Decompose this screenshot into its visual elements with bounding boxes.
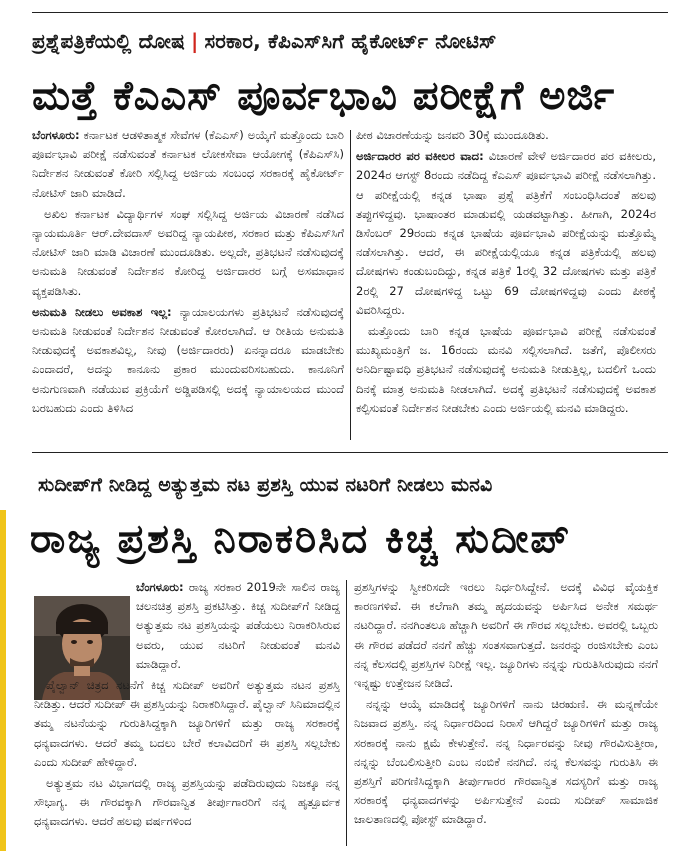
story2-col1-para-3: ಅತ್ಯುತ್ತಮ ನಟ ವಿಭಾಗದಲ್ಲಿ ರಾಜ್ಯ ಪ್ರಶಸ್ತಿಯನ್ನು ಪಡೆದಿರುವುದು ನಿಜಕ್ಕೂ ನನ್ನ ಸೌಭಾಗ್ಯ. ಈ ಗೌರವಕ್ಕಾಗಿ ಗೌರವಾನ್ವಿತ ತೀರ್ಪುಗಾರರಿಗೆ ನನ್ನ ಹೃತ್ಪೂರ್ವಕ ಧನ್ಯವಾದಗಳು. ಆದರೆ ಹಲವು ವರ್ಷಗಳಿಂದ <box>34 776 340 829</box>
story2-column-1-top <box>136 578 340 672</box>
story1-dateline: ಬೆಂಗಳೂರು: <box>32 128 80 142</box>
story1-col2-para-0: ಪೀಠ ವಿಚಾರಣೆಯನ್ನು ಜನವರಿ 30ಕ್ಕೆ ಮುಂದೂಡಿತು. <box>356 128 549 142</box>
story1-col2-para-2: ಮತ್ತೊಂದು ಬಾರಿ ಕನ್ನಡ ಭಾಷೆಯ ಪೂರ್ವಭಾವಿ ಪರೀಕ್ಷೆ ನಡೆಸುವಂತೆ ಮುಖ್ಯಮಂತ್ರಿಗೆ ಜ. 16ರಂದು ಮನವಿ ಸಲ್ಲಿಸಲಾಗಿದೆ. ಜತೆಗೆ, ಪೊಲೀಸರು ಅನಿರ್ದಿಷ್ಟಾವಧಿ ಪ್ರತಿಭಟನೆ ನಡೆಸುವುದಕ್ಕೆ ಅನುಮತಿ ನೀಡುತ್ತಿಲ್ಲ, ಬದಲಿಗೆ ಒಂದು ದಿನಕ್ಕೆ ಮಾತ್ರ ಅನುಮತಿ ನೀಡಲಾಗಿದೆ. ಅದಕ್ಕೆ ಪ್ರತಿಭಟನೆ ನಡೆಸುವುದಕ್ಕೆ ಅವಕಾಶ ಕಲ್ಪಿಸುವಂತೆ ನಿರ್ದೇಶನ ನೀಡಬೇಕು ಎಂದು ಅರ್ಜಿಯಲ್ಲಿ ಮನವಿ ಮಾಡಿದ್ದರು. <box>356 324 656 415</box>
story1-kicker-separator: | <box>190 29 199 53</box>
story1-headline: ಮತ್ತೆ ಕೆಎಎಸ್ ಪೂರ್ವಭಾವಿ ಪರೀಕ್ಷೆಗೆ ಅರ್ಜಿ <box>32 73 616 119</box>
story2-column-1-bottom <box>34 676 340 848</box>
accent-bar <box>0 510 6 851</box>
story1-column-1 <box>32 126 344 444</box>
story1-column-2 <box>356 126 656 444</box>
story1-col1-para-3-text: ನ್ಯಾಯಾಲಯಗಳು ಪ್ರತಿಭಟನೆ ನಡೆಸುವುದಕ್ಕೆ ಅನುಮತಿ ನೀಡುವಂತೆ ನಿರ್ದೇಶನ ನೀಡುವಂತೆ ಕೋರಲಾಗಿದೆ. ಆ ರೀತಿಯ ಅನುಮತಿ ನೀಡುವುದಕ್ಕೆ ಅವಕಾಶವಿಲ್ಲ, ನೀವು (ಅರ್ಜಿದಾರರು) ಏನನ್ನಾದರೂ ಮಾಡಬೇಕು ಎಂದಾದರೆ, ಅದನ್ನು ಕಾನೂನು ಪ್ರಕಾರ ಮುಂದುವರಿಸಬಹುದು. ಕಾನೂನಿಗೆ ಅನುಗುಣವಾಗಿ ನಡೆಯುವ ಪ್ರಕ್ರಿಯೆಗೆ ಅಡ್ಡಿಪಡಿಸಲ್ಲಿ ಅದಕ್ಕೆ ನ್ಯಾಯಾಲಯದ ಮುಂದೆ ಬರಬಹುದು ಎಂದು ತಿಳಿಸಿದ <box>32 304 344 415</box>
story2-col2-para-0: ಪ್ರಶಸ್ತಿಗಳನ್ನು ಸ್ವೀಕರಿಸದೇ ಇರಲು ನಿರ್ಧರಿಸಿದ್ದೇನೆ. ಅದಕ್ಕೆ ವಿವಿಧ ವೈಯಕ್ತಿಕ ಕಾರಣಗಳಿವೆ. ಈ ಕಲೆಗಾಗಿ ತಮ್ಮ ಹೃದಯವನ್ನು ಅರ್ಪಿಸಿದ ಅನೇಕ ಸಮರ್ಥ ನಟರಿದ್ದಾರೆ. ನನಗಿಂತಲೂ ಹೆಚ್ಚಾಗಿ ಅವರಿಗೆ ಈ ಗೌರವ ಸಲ್ಲಬೇಕು. ಅವರಲ್ಲಿ ಒಬ್ಬರು ಈ ಗೌರವ ಪಡೆದರೆ ನನಗೆ ಹೆಚ್ಚು ಸಂತಸವಾಗುತ್ತದೆ. ಜನರನ್ನು ರಂಜಿಸಬೇಕು ಎಂಬ ನನ್ನ ಕೆಲಸದಲ್ಲಿ ಪ್ರಶಸ್ತಿಗಳ ನಿರೀಕ್ಷೆ ಇಲ್ಲ. ಜ್ಯೂರಿಗಳು ನನ್ನನ್ನು ಗುರುತಿಸಿರುವುದು ನನಗೆ ಇನ್ನಷ್ಟು ಉತ್ತೇಜನ ನೀಡಿದೆ. <box>354 580 658 691</box>
story2-column-2 <box>354 578 658 848</box>
story1-subhead-permission: ಅನುಮತಿ ನೀಡಲು ಅವಕಾಶ ಇಲ್ಲ: <box>32 304 172 319</box>
story1-kicker-part2: ಸರಕಾರ, ಕೆಪಿಎಸ್‌ಸಿಗೆ ಹೈಕೋರ್ಟ್ ನೋಟಿಸ್ <box>204 29 497 53</box>
story-separator-rule <box>32 452 668 453</box>
story1-col2-para-1 <box>356 147 656 320</box>
story1-column-divider <box>350 130 351 440</box>
story2-kicker: ಸುದೀಪ್‌ಗೆ ನೀಡಿದ್ದ ಅತ್ಯುತ್ತಮ ನಟ ಪ್ರಶಸ್ತಿ ಯುವ ನಟರಿಗೆ ನೀಡಲು ಮನವಿ <box>38 474 493 496</box>
story2-col1-para-1 <box>136 578 340 672</box>
story2-column-divider <box>346 580 347 846</box>
story1-col1-para-1-text: ಕರ್ನಾಟಕ ಆಡಳಿತಾತ್ಮಕ ಸೇವೆಗಳ (ಕೆಎಎಸ್) ಅಯ್ಕೆಗೆ ಮತ್ತೊಂದು ಬಾರಿ ಪೂರ್ವಭಾವಿ ಪರೀಕ್ಷೆ ನಡೆಸುವಂತೆ ಕರ್ನಾಟಕ ಲೋಕಸೇವಾ ಆಯೋಗಕ್ಕೆ (ಕೆಪಿಎಸ್‌ಸಿ) ನಿರ್ದೇಶನ ನೀಡುವಂತೆ ಕೋರಿ ಸಲ್ಲಿಸಿದ್ದ ಅರ್ಜಿಯ ಸಂಬಂಧ ಸರಕಾರಕ್ಕೆ ಹೈಕೋರ್ಟ್ ನೋಟಿಸ್ ಜಾರಿ ಮಾಡಿದೆ. <box>32 128 344 200</box>
story2-col1-para-1-text: ರಾಜ್ಯ ಸರಕಾರ 2019ನೇ ಸಾಲಿನ ರಾಜ್ಯ ಚಲನಚಿತ್ರ ಪ್ರಶಸ್ತಿ ಪ್ರಕಟಿಸಿತ್ತು. ಕಿಚ್ಚ ಸುದೀಪ್‌ಗೆ ನೀಡಿದ್ದ ಅತ್ಯುತ್ತಮ ನಟ ಪ್ರಶಸ್ತಿಯನ್ನು ಪಡೆಯಲು ನಿರಾಕರಿಸಿರುವ ಅವರು, ಯುವ ನಟರಿಗೆ ನೀಡುವಂತೆ ಮನವಿ ಮಾಡಿದ್ದಾರೆ. <box>136 580 340 671</box>
story2-dateline: ಬೆಂಗಳೂರು: <box>136 580 184 594</box>
story1-col1-para-1 <box>32 126 344 203</box>
story2-headline: ರಾಜ್ಯ ಪ್ರಶಸ್ತಿ ನಿರಾಕರಿಸಿದ ಕಿಚ್ಚ ಸುದೀಪ್ <box>30 516 571 562</box>
story1-col2-para-1-text: ವಿಚಾರಣೆ ವೇಳೆ ಅರ್ಜಿದಾರರ ಪರ ವಕೀಲರು, 2024ರ ಆಗಸ್ಟ್ 8ರಂದು ನಡೆದಿದ್ದ ಕೆಎಎಸ್ ಪೂರ್ವಭಾವಿ ಪರೀಕ್ಷೆ ನಡೆಸಲಾಗಿತ್ತು. ಆ ಪರೀಕ್ಷೆಯಲ್ಲಿ ಕನ್ನಡ ಭಾಷಾ ಪ್ರಶ್ನೆ ಪತ್ರಿಕೆಗೆ ಸಂಬಂಧಿಸಿದಂತೆ ಹಲವು ತಪ್ಪುಗಳಿದ್ದವು. ಭಾಷಾಂತರ ಮಾಡುವಲ್ಲಿ ಯಡವಟ್ಟಾಗಿತ್ತು. ಹೀಗಾಗಿ, 2024ರ ಡಿಸೆಂಬರ್ 29ರಂದು ಕನ್ನಡ ಭಾಷೆಯ ಪೂರ್ವಭಾವಿ ಪರೀಕ್ಷೆಯನ್ನು ಮತ್ತೊಮ್ಮೆ ನಡೆಸಲಾಗಿತ್ತು. ಆದರೆ, ಈ ಪರೀಕ್ಷೆಯಲ್ಲಿಯೂ ಕನ್ನಡ ಪತ್ರಿಕೆಯಲ್ಲಿ ಹಲವು ದೋಷಗಳು ಕಂಡುಬಂದಿದ್ದು, ಕನ್ನಡ ಪತ್ರಿಕೆ 1ರಲ್ಲಿ 32 ದೋಷಗಳು ಮತ್ತು ಪತ್ರಿಕೆ 2ರಲ್ಲಿ 27 ದೋಷಗಳಿದ್ದ ಒಟ್ಟು 69 ದೋಷಗಳಿದ್ದವು ಎಂದು ಪೀಠಕ್ಕೆ ವಿವರಿಸಿದ್ದರು. <box>356 149 656 317</box>
story1-col1-para-3 <box>32 303 344 418</box>
story1-kicker <box>32 29 672 53</box>
story2-col1-para-2: ಪೈಲ್ವಾನ್ ಚಿತ್ರದ ನಟನೆಗೆ ಕಿಚ್ಚ ಸುದೀಪ್ ಅವರಿಗೆ ಅತ್ಯುತ್ತಮ ನಟನ ಪ್ರಶಸ್ತಿ ನೀಡಿತ್ತು. ಆದರೆ ಸುದೀಪ್ ಈ ಪ್ರಶಸ್ತಿಯನ್ನು ನಿರಾಕರಿಸಿದ್ದಾರೆ. ಪೈಲ್ವಾನ್ ಸಿನಿಮಾದಲ್ಲಿನ ತಮ್ಮ ನಟನೆಯನ್ನು ಗುರುತಿಸಿದ್ದಕ್ಕಾಗಿ ಜ್ಯೂರಿಗಳಿಗೆ ಮತ್ತು ರಾಜ್ಯ ಸರಕಾರಕ್ಕೆ ಧನ್ಯವಾದಗಳು. ಆದರೆ ತಮ್ಮ ಬದಲು ಬೇರೆ ಕಲಾವಿದರಿಗೆ ಈ ಪ್ರಶಸ್ತಿ ಸಲ್ಲಬೇಕು ಎಂದು ಸುದೀಪ್ ಹೇಳಿದ್ದಾರೆ. <box>34 678 340 769</box>
story2-col2-para-1: ನನ್ನನ್ನು ಆಯ್ಕೆ ಮಾಡಿದಕ್ಕೆ ಜ್ಯೂರಿಗಳಿಗೆ ನಾನು ಚಿರಋಣಿ. ಈ ಮನ್ನಣೆಯೇ ನಿಜವಾದ ಪ್ರಶಸ್ತಿ. ನನ್ನ ನಿರ್ಧಾರದಿಂದ ನಿರಾಸೆ ಆಗಿದ್ದರೆ ಜ್ಯೂರಿಗಳಿಗೆ ಮತ್ತು ರಾಜ್ಯ ಸರಕಾರಕ್ಕೆ ನಾನು ಕ್ಷಮೆ ಕೇಳುತ್ತೇನೆ. ನನ್ನ ನಿರ್ಧಾರವನ್ನು ನೀವು ಗೌರವಿಸುತ್ತೀರಾ, ನನ್ನನ್ನು ಬೆಂಬಲಿಸುತ್ತೀರಿ ಎಂಬ ನಂಬಿಕೆ ನನಗಿದೆ. ನನ್ನ ಕೆಲಸವನ್ನು ಗುರುತಿಸಿ ಈ ಪ್ರಶಸ್ತಿಗೆ ಪರಿಗಣಿಸಿದ್ದಕ್ಕಾಗಿ ತೀರ್ಪುಗಾರರ ಗೌರವಾನ್ವಿತ ಸದಸ್ಯರಿಗೆ ಮತ್ತು ರಾಜ್ಯ ಸರಕಾರಕ್ಕೆ ಧನ್ಯವಾದಗಳನ್ನು ಅರ್ಪಿಸುತ್ತೇನೆ ಎಂದು ಸುದೀಪ್ ಸಾಮಾಜಿಕ ಜಾಲತಾಣದಲ್ಲಿ ಪೋಸ್ಟ್ ಮಾಡಿದ್ದಾರೆ. <box>354 697 658 827</box>
story1-subhead-lawyer: ಅರ್ಜಿದಾರರ ಪರ ವಕೀಲರ ವಾದ: <box>356 149 484 164</box>
story1-kicker-part1: ಪ್ರಶ್ನೆಪತ್ರಿಕೆಯಲ್ಲಿ ದೋಷ <box>32 29 185 53</box>
top-rule <box>32 12 668 13</box>
story1-col1-para-2: ಅಖಿಲ ಕರ್ನಾಟಕ ವಿದ್ಯಾರ್ಥಿಗಳ ಸಂಘ ಸಲ್ಲಿಸಿದ್ದ ಅರ್ಜಿಯ ವಿಚಾರಣೆ ನಡೆಸಿದ ನ್ಯಾಯಮೂರ್ತಿ ಆರ್.ದೇವದಾಸ್ ಅವರಿದ್ದ ನ್ಯಾಯಪೀಠ, ಸರಕಾರ ಮತ್ತು ಕೆಪಿಎಸ್‌ಸಿಗೆ ನೋಟಿಸ್ ಜಾರಿ ಮಾಡಿ ವಿಚಾರಣೆ ಮುಂದೂಡಿತು. ಅಲ್ಲದೇ, ಪ್ರತಿಭಟನೆ ನಡೆಸುವುದಕ್ಕೆ ಅನುಮತಿ ನೀಡುವಂತೆ ನಿರ್ದೇಶನ ಕೋರಿದ್ದ ಅರ್ಜಿದಾರರ ಬಗ್ಗೆ ಅಸಮಾಧಾನ ವ್ಯಕ್ತಪಡಿಸಿತು. <box>32 206 344 298</box>
